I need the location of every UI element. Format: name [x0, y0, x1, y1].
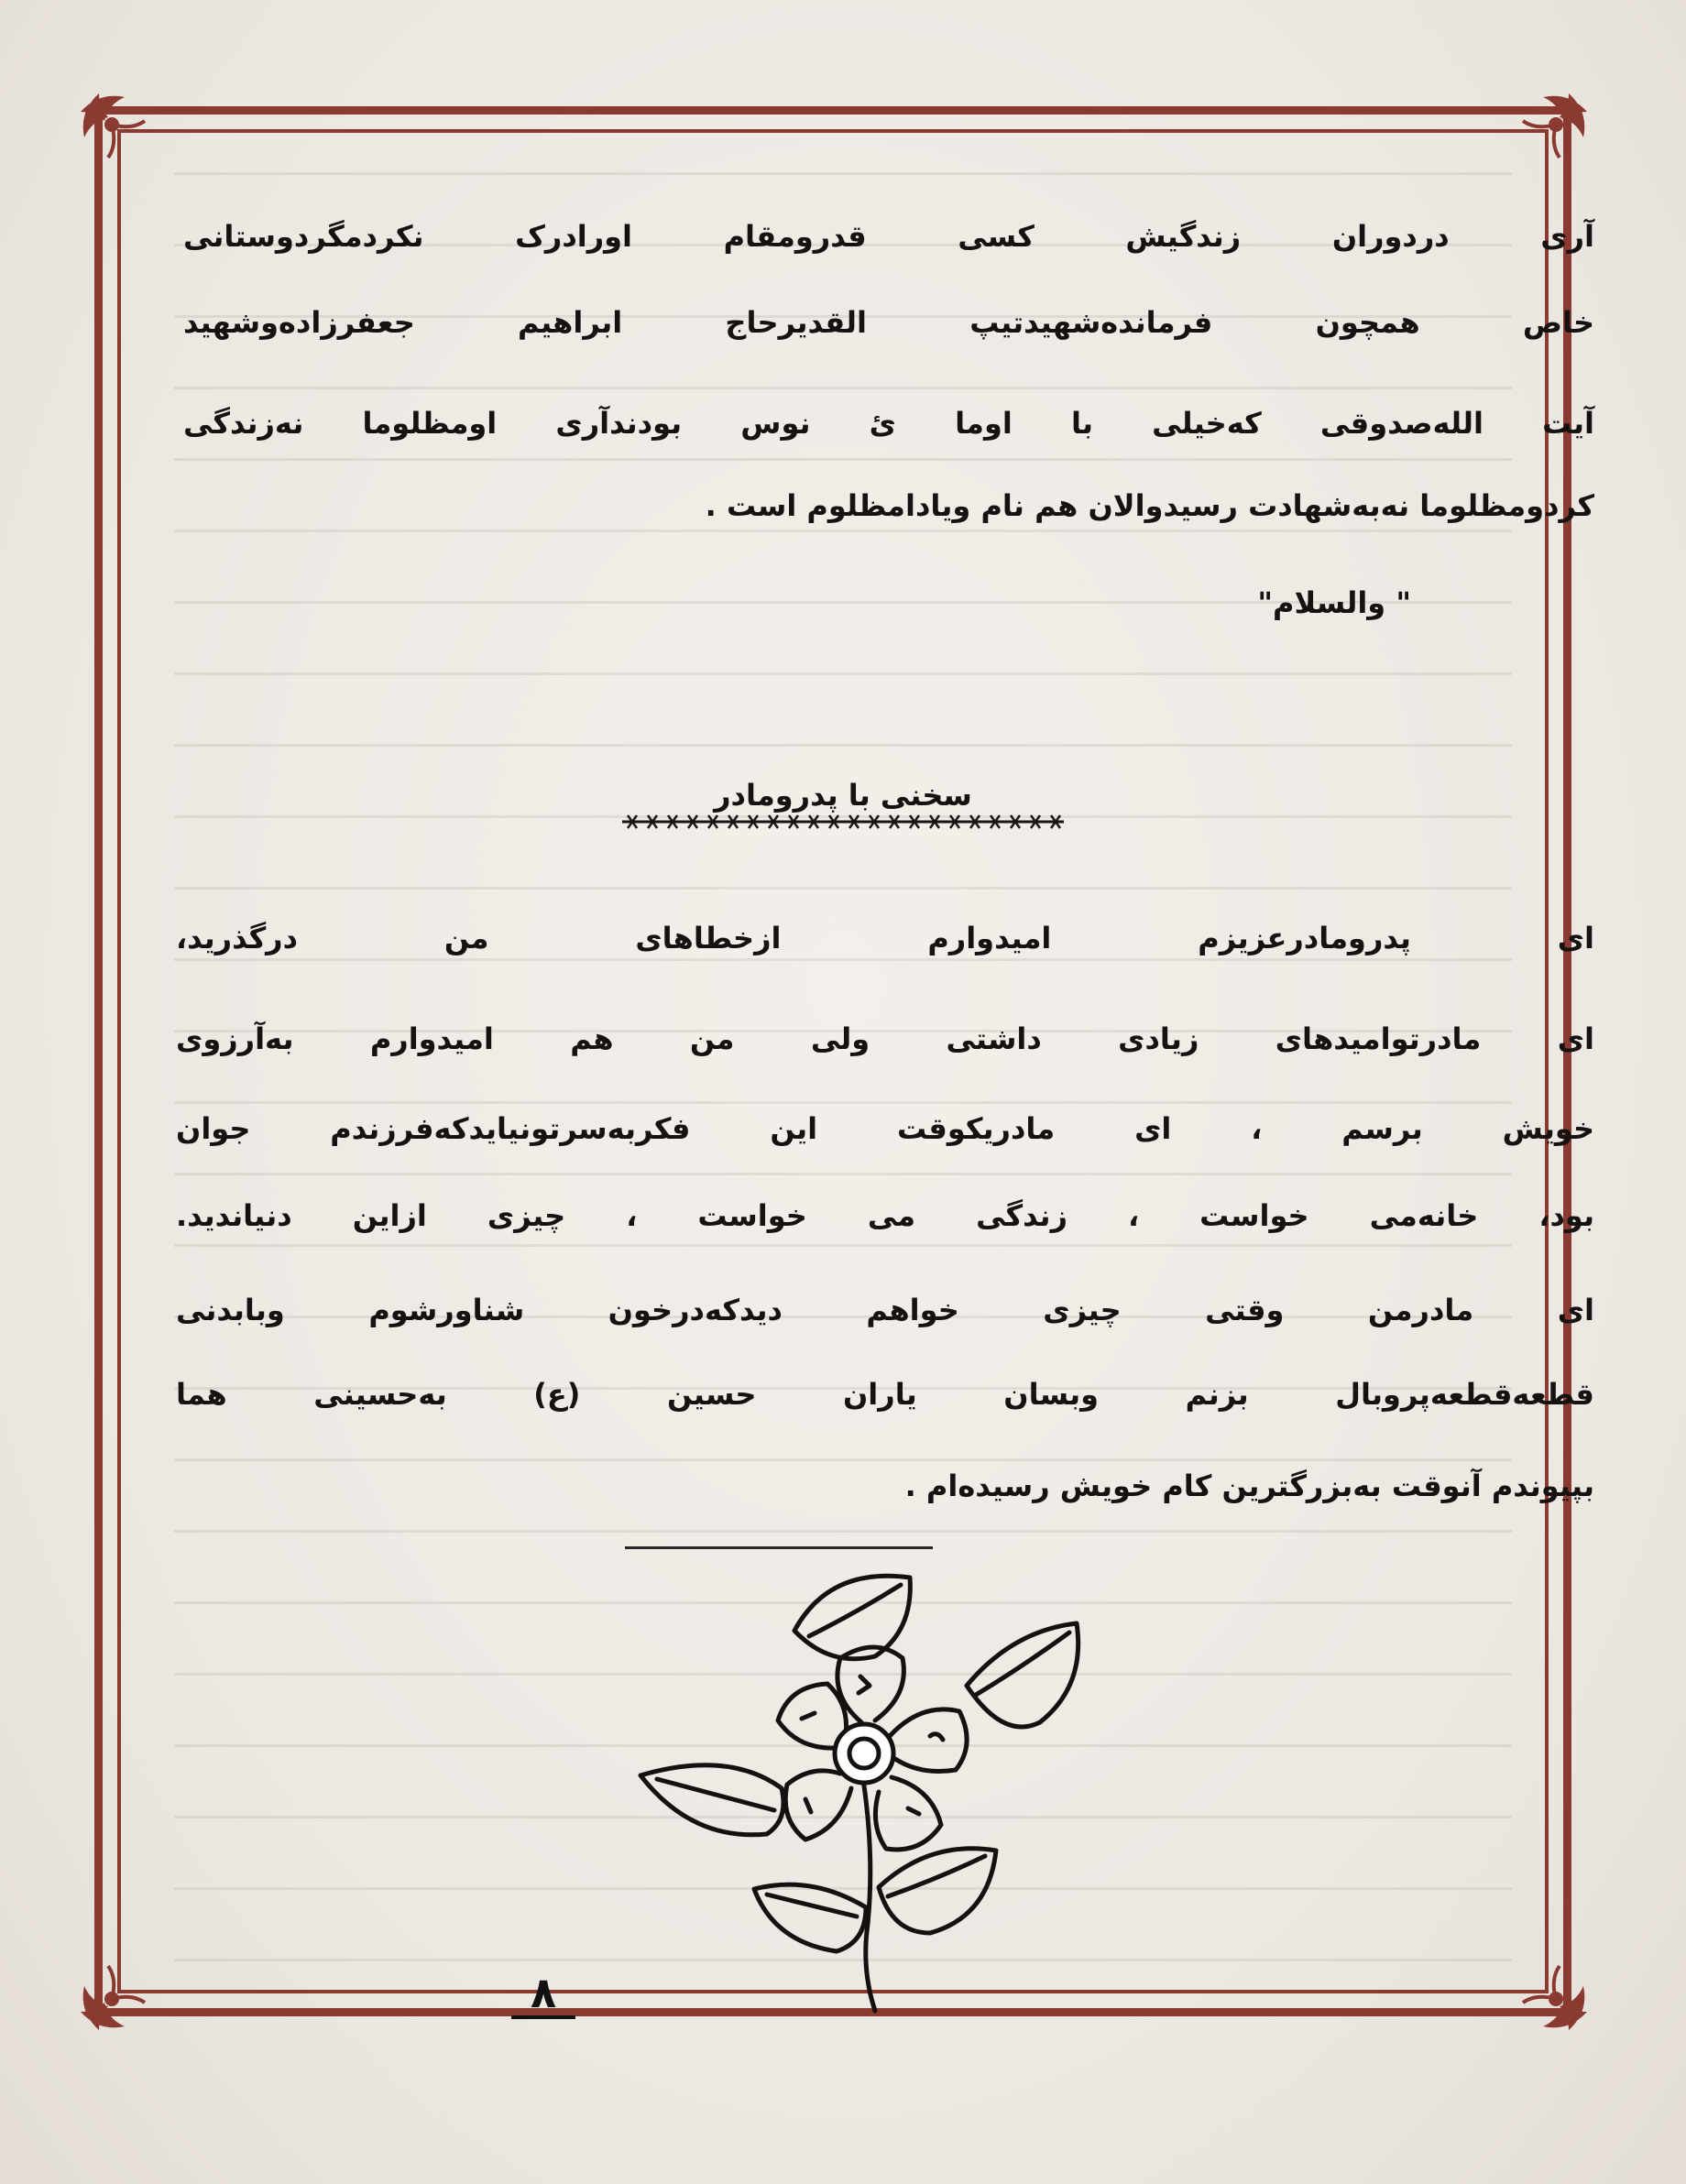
paragraph-1-line-3: آیت اللەصدوقی کەخیلی با اوما ئ نوس بودندآری اومظلوما نەزندگی — [183, 406, 1594, 441]
poem-line-4: بود، خانەمی خواست ، زندگی می خواست ، چیزی ازاین دنیاندید. — [176, 1198, 1594, 1233]
corner-ornament-bottom-right — [1508, 1951, 1596, 2039]
poem-line-5: ای مادرمن وقتی چیزی خواهم دیدکەدرخون شناورشوم وبابدنی — [176, 1293, 1594, 1327]
flower-illustration — [600, 1548, 1113, 2025]
poem-line-7: بپیوندم آنوقت بەبزرگترین کام خویش رسیدەام . — [904, 1469, 1594, 1503]
paragraph-1-line-2: خاص همچون فرماندەشهیدتیپ القدیرحاج ابراهیم جعفرزادەوشهید — [183, 305, 1594, 340]
closing-salutation: " والسلام" — [1257, 585, 1411, 620]
poem-line-1: ای پدرومادرعزیزم امیدوارم ازخطاهای من درگذرید، — [176, 921, 1594, 956]
page-number: ٨ — [511, 1970, 575, 2019]
section-title: سخنی با پدرومادر — [714, 778, 972, 813]
corner-ornament-top-left — [71, 84, 159, 172]
poem-line-3: خویش برسم ، ای مادریکوقت این فکربەسرتونیایدکەفرزندم جوان — [176, 1111, 1594, 1146]
poem-line-6: قطعەقطعەپروبال بزنم وبسان یاران حسین (ع) بەحسینی هما — [176, 1377, 1594, 1412]
corner-ornament-bottom-left — [71, 1951, 159, 2039]
poem-line-2: ای مادرتوامیدهای زیادی داشتی ولی من هم امیدوارم بەآرزوی — [176, 1021, 1594, 1056]
paragraph-1-line-4: کردومظلوما نەبەشهادت رسیدوالان هم نام ویادامظلوم است . — [705, 488, 1594, 523]
corner-ornament-top-right — [1508, 84, 1596, 172]
title-underline — [619, 812, 1067, 832]
paragraph-1-line-1: آری دردوران زندگیش کسی قدرومقام اورادرک نکردمگردوستانی — [183, 219, 1594, 254]
